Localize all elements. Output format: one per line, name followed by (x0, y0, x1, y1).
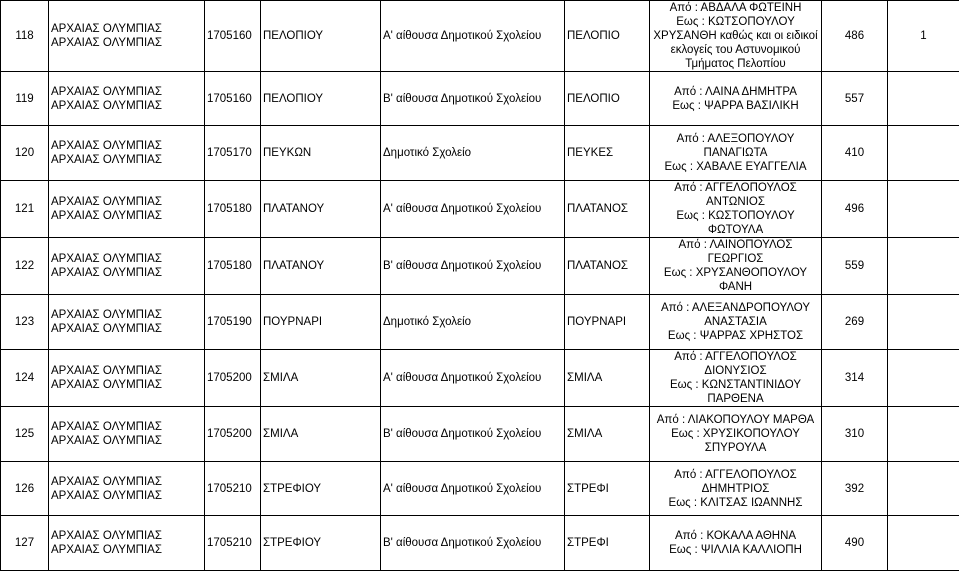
location-building-cell: Α' αίθουσα Δημοτικού Σχολείου (381, 1, 565, 72)
voter-range-cell (650, 295, 822, 350)
range-line: Από : ΛΙΑΚΟΠΟΥΛΟΥ ΜΑΡΘΑ (652, 413, 819, 427)
table-row (1, 1, 959, 72)
municipality-line: ΑΡΧΑΙΑΣ ΟΛΥΜΠΙΑΣ (51, 195, 202, 209)
municipality-line: ΑΡΧΑΙΑΣ ΟΛΥΜΠΙΑΣ (51, 475, 202, 489)
range-line: ΦΩΤΟΥΛΑ (652, 223, 819, 237)
municipality-line: ΑΡΧΑΙΑΣ ΟΛΥΜΠΙΑΣ (51, 252, 202, 266)
voter-count-cell: 392 (822, 462, 888, 516)
row-number-cell: 127 (1, 516, 49, 571)
location-place-cell: ΣΤΡΕΦΙ (565, 462, 650, 516)
voter-range-cell (650, 462, 822, 516)
location-building-cell: Δημοτικό Σχολείο (381, 295, 565, 350)
voter-range-cell (650, 238, 822, 295)
municipality-line: ΑΡΧΑΙΑΣ ΟΛΥΜΠΙΑΣ (51, 543, 202, 557)
location-building-cell: Β' αίθουσα Δημοτικού Σχολείου (381, 72, 565, 126)
range-line: Από : ΑΓΓΕΛΟΠΟΥΛΟΣ (652, 350, 819, 364)
range-line: Εως : ΧΡΥΣΙΚΟΠΟΥΛΟΥ (652, 427, 819, 441)
row-number-cell: 120 (1, 126, 49, 181)
location-building-cell: Α' αίθουσα Δημοτικού Σχολείου (381, 181, 565, 238)
station-code-cell: 1705200 (205, 407, 261, 462)
municipality-line: ΑΡΧΑΙΑΣ ΟΛΥΜΠΙΑΣ (51, 322, 202, 336)
extra-cell: 1 (888, 1, 959, 72)
municipality-line: ΑΡΧΑΙΑΣ ΟΛΥΜΠΙΑΣ (51, 85, 202, 99)
municipality-cell (49, 238, 205, 295)
voter-range-cell (650, 126, 822, 181)
location-building-cell: Β' αίθουσα Δημοτικού Σχολείου (381, 516, 565, 571)
range-line: Εως : ΚΛΙΤΣΑΣ ΙΩΑΝΝΗΣ (652, 496, 819, 510)
range-line: Εως : ΨΑΡΡΑΣ ΧΡΗΣΤΟΣ (652, 329, 819, 343)
row-number-cell: 121 (1, 181, 49, 238)
voter-count-cell: 486 (822, 1, 888, 72)
table-row (1, 238, 959, 295)
community-name-cell: ΣΜΙΛΑ (261, 407, 381, 462)
municipality-cell (49, 350, 205, 407)
municipality-line: ΑΡΧΑΙΑΣ ΟΛΥΜΠΙΑΣ (51, 266, 202, 280)
station-code-cell: 1705180 (205, 238, 261, 295)
extra-cell (888, 350, 959, 407)
location-place-cell: ΠΛΑΤΑΝΟΣ (565, 181, 650, 238)
municipality-line: ΑΡΧΑΙΑΣ ΟΛΥΜΠΙΑΣ (51, 378, 202, 392)
voter-count-cell: 410 (822, 126, 888, 181)
table-row (1, 126, 959, 181)
community-name-cell: ΠΛΑΤΑΝΟΥ (261, 238, 381, 295)
row-number-cell: 119 (1, 72, 49, 126)
voter-count-cell: 269 (822, 295, 888, 350)
municipality-cell (49, 516, 205, 571)
extra-cell (888, 462, 959, 516)
row-number-cell: 126 (1, 462, 49, 516)
range-line: Εως : ΧΑΒΑΛΕ ΕΥΑΓΓΕΛΙΑ (652, 160, 819, 174)
station-code-cell: 1705210 (205, 462, 261, 516)
location-place-cell: ΠΕΛΟΠΙΟ (565, 72, 650, 126)
voter-range-cell (650, 407, 822, 462)
municipality-line: ΑΡΧΑΙΑΣ ΟΛΥΜΠΙΑΣ (51, 22, 202, 36)
extra-cell (888, 238, 959, 295)
range-line: ΠΑΡΘΕΝΑ (652, 392, 819, 406)
range-line: Από : ΛΑΙΝΟΠΟΥΛΟΣ (652, 238, 819, 252)
range-line: ΔΗΜΗΤΡΙΟΣ (652, 482, 819, 496)
location-building-cell: Α' αίθουσα Δημοτικού Σχολείου (381, 350, 565, 407)
range-line: Από : ΚΟΚΑΛΑ ΑΘΗΝΑ (652, 529, 819, 543)
municipality-cell (49, 462, 205, 516)
community-name-cell: ΠΕΥΚΩΝ (261, 126, 381, 181)
table-row (1, 407, 959, 462)
extra-cell (888, 407, 959, 462)
station-code-cell: 1705170 (205, 126, 261, 181)
municipality-line: ΑΡΧΑΙΑΣ ΟΛΥΜΠΙΑΣ (51, 364, 202, 378)
location-place-cell: ΣΜΙΛΑ (565, 350, 650, 407)
voter-range-cell (650, 516, 822, 571)
location-building-cell: Α' αίθουσα Δημοτικού Σχολείου (381, 462, 565, 516)
row-number-cell: 123 (1, 295, 49, 350)
range-line: Εως : ΚΩΤΣΟΠΟΥΛΟΥ (652, 15, 819, 29)
location-place-cell: ΠΕΥΚΕΣ (565, 126, 650, 181)
table-row (1, 462, 959, 516)
municipality-line: ΑΡΧΑΙΑΣ ΟΛΥΜΠΙΑΣ (51, 308, 202, 322)
municipality-line: ΑΡΧΑΙΑΣ ΟΛΥΜΠΙΑΣ (51, 434, 202, 448)
voter-range-cell (650, 350, 822, 407)
community-name-cell: ΣΤΡΕΦΙΟΥ (261, 516, 381, 571)
municipality-line: ΑΡΧΑΙΑΣ ΟΛΥΜΠΙΑΣ (51, 139, 202, 153)
range-line: Από : ΑΒΔΑΛΑ ΦΩΤΕΙΝΗ (652, 1, 819, 15)
location-place-cell: ΠΛΑΤΑΝΟΣ (565, 238, 650, 295)
table-body (1, 1, 959, 571)
range-line: ΑΝΑΣΤΑΣΙΑ (652, 315, 819, 329)
row-number-cell: 122 (1, 238, 49, 295)
municipality-cell (49, 181, 205, 238)
location-place-cell: ΣΜΙΛΑ (565, 407, 650, 462)
row-number-cell: 118 (1, 1, 49, 72)
range-line: Από : ΛΑΙΝΑ ΔΗΜΗΤΡΑ (652, 85, 819, 99)
municipality-cell (49, 1, 205, 72)
municipality-line: ΑΡΧΑΙΑΣ ΟΛΥΜΠΙΑΣ (51, 99, 202, 113)
station-code-cell: 1705210 (205, 516, 261, 571)
range-line: ΔΙΟΝΥΣΙΟΣ (652, 364, 819, 378)
voter-count-cell: 490 (822, 516, 888, 571)
voter-count-cell: 496 (822, 181, 888, 238)
range-line: ΓΕΩΡΓΙΟΣ (652, 252, 819, 266)
municipality-line: ΑΡΧΑΙΑΣ ΟΛΥΜΠΙΑΣ (51, 529, 202, 543)
location-building-cell: Δημοτικό Σχολείο (381, 126, 565, 181)
community-name-cell: ΠΛΑΤΑΝΟΥ (261, 181, 381, 238)
municipality-line: ΑΡΧΑΙΑΣ ΟΛΥΜΠΙΑΣ (51, 420, 202, 434)
station-code-cell: 1705160 (205, 72, 261, 126)
range-line: Εως : ΨΙΛΛΙΑ ΚΑΛΛΙΟΠΗ (652, 543, 819, 557)
community-name-cell: ΣΜΙΛΑ (261, 350, 381, 407)
extra-cell (888, 516, 959, 571)
table-row (1, 516, 959, 571)
extra-cell (888, 181, 959, 238)
location-building-cell: Β' αίθουσα Δημοτικού Σχολείου (381, 238, 565, 295)
range-line: ΠΑΝΑΓΙΩΤΑ (652, 146, 819, 160)
municipality-cell (49, 126, 205, 181)
station-code-cell: 1705160 (205, 1, 261, 72)
municipality-cell (49, 295, 205, 350)
range-line: Από : ΑΓΓΕΛΟΠΟΥΛΟΣ (652, 468, 819, 482)
station-code-cell: 1705200 (205, 350, 261, 407)
range-line: ΑΝΤΩΝΙΟΣ (652, 195, 819, 209)
station-code-cell: 1705190 (205, 295, 261, 350)
voter-count-cell: 559 (822, 238, 888, 295)
location-place-cell: ΣΤΡΕΦΙ (565, 516, 650, 571)
range-line: Εως : ΧΡΥΣΑΝΘΟΠΟΥΛΟΥ (652, 266, 819, 280)
table-row (1, 350, 959, 407)
range-line: Από : ΑΛΕΞΑΝΔΡΟΠΟΥΛΟΥ (652, 301, 819, 315)
municipality-cell (49, 72, 205, 126)
location-place-cell: ΠΟΥΡΝΑΡΙ (565, 295, 650, 350)
range-line: Από : ΑΓΓΕΛΟΠΟΥΛΟΣ (652, 181, 819, 195)
voter-count-cell: 314 (822, 350, 888, 407)
municipality-cell (49, 407, 205, 462)
municipality-line: ΑΡΧΑΙΑΣ ΟΛΥΜΠΙΑΣ (51, 36, 202, 50)
range-line: ΧΡΥΣΑΝΘΗ καθώς και οι ειδικοί (652, 29, 819, 43)
voter-range-cell (650, 72, 822, 126)
table-row (1, 181, 959, 238)
municipality-line: ΑΡΧΑΙΑΣ ΟΛΥΜΠΙΑΣ (51, 153, 202, 167)
extra-cell (888, 126, 959, 181)
range-line: Από : ΑΛΕΞΟΠΟΥΛΟΥ (652, 132, 819, 146)
range-line: ΣΠΥΡΟΥΛΑ (652, 441, 819, 455)
row-number-cell: 125 (1, 407, 49, 462)
row-number-cell: 124 (1, 350, 49, 407)
range-line: ΦΑΝΗ (652, 280, 819, 294)
voter-range-cell (650, 1, 822, 72)
station-code-cell: 1705180 (205, 181, 261, 238)
range-line: Εως : ΚΩΣΤΟΠΟΥΛΟΥ (652, 209, 819, 223)
range-line: Τμήματος Πελοπίου (652, 57, 819, 71)
voter-range-cell (650, 181, 822, 238)
extra-cell (888, 295, 959, 350)
range-line: εκλογείς του Αστυνομικού (652, 43, 819, 57)
range-line: Εως : ΚΩΝΣΤΑΝΤΙΝΙΔΟΥ (652, 378, 819, 392)
municipality-line: ΑΡΧΑΙΑΣ ΟΛΥΜΠΙΑΣ (51, 209, 202, 223)
community-name-cell: ΠΕΛΟΠΙΟΥ (261, 72, 381, 126)
municipality-line: ΑΡΧΑΙΑΣ ΟΛΥΜΠΙΑΣ (51, 489, 202, 503)
community-name-cell: ΣΤΡΕΦΙΟΥ (261, 462, 381, 516)
voter-count-cell: 557 (822, 72, 888, 126)
table-row (1, 295, 959, 350)
range-line: Εως : ΨΑΡΡΑ ΒΑΣΙΛΙΚΗ (652, 99, 819, 113)
voter-count-cell: 310 (822, 407, 888, 462)
community-name-cell: ΠΟΥΡΝΑΡΙ (261, 295, 381, 350)
extra-cell (888, 72, 959, 126)
location-place-cell: ΠΕΛΟΠΙΟ (565, 1, 650, 72)
community-name-cell: ΠΕΛΟΠΙΟΥ (261, 1, 381, 72)
location-building-cell: Β' αίθουσα Δημοτικού Σχολείου (381, 407, 565, 462)
table-row (1, 72, 959, 126)
